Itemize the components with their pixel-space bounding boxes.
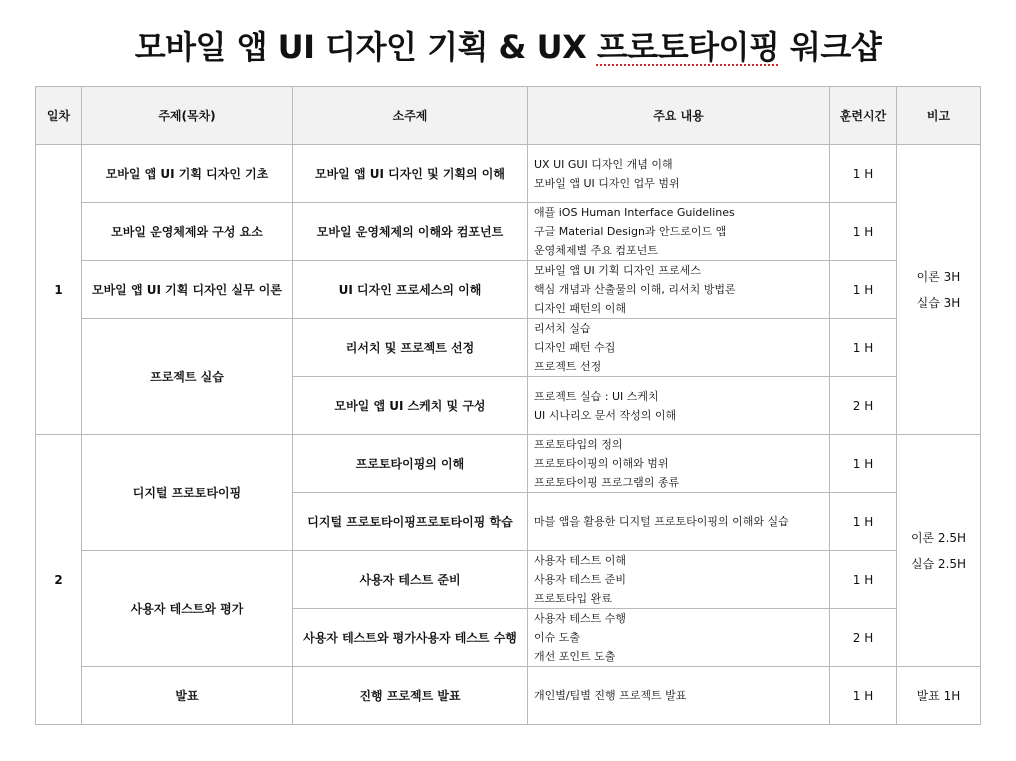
subtopic-cell: 사용자 테스트와 평가사용자 테스트 수행 xyxy=(293,609,528,667)
hours-cell: 1 H xyxy=(830,319,897,377)
subtopic-cell: 프로토타이핑의 이해 xyxy=(293,435,528,493)
content-line: 개선 포인트 도출 xyxy=(534,650,616,663)
content-line: 프로젝트 선정 xyxy=(534,360,602,373)
table-row xyxy=(36,261,981,319)
table-row xyxy=(36,435,981,493)
content-line: 프로토타이핑의 이해와 범위 xyxy=(534,457,669,470)
subtopic-cell: 진행 프로젝트 발표 xyxy=(293,667,528,725)
content-line: UX UI GUI 디자인 개념 이해 xyxy=(534,157,673,171)
topic-cell: 모바일 앱 UI 기획 디자인 실무 이론 xyxy=(82,261,293,319)
title-spellcheck-word: 프로토타이핑 xyxy=(596,28,780,66)
content-line: UI 시나리오 문서 작성의 이해 xyxy=(534,408,677,422)
topic-cell: 발표 xyxy=(82,667,293,725)
header-day: 일차 xyxy=(36,87,82,145)
note-line: 이론 3H xyxy=(916,269,961,284)
content-cell xyxy=(528,261,830,319)
content-line: 사용자 테스트 수행 xyxy=(534,612,627,625)
content-cell xyxy=(528,493,830,551)
header-note: 비고 xyxy=(897,87,981,145)
hours-cell: 1 H xyxy=(830,203,897,261)
subtopic-cell: 모바일 앱 UI 디자인 및 기획의 이해 xyxy=(293,145,528,203)
table-row xyxy=(36,551,981,609)
hours-cell: 2 H xyxy=(830,377,897,435)
content-cell xyxy=(528,377,830,435)
curriculum-table xyxy=(35,86,981,725)
content-cell xyxy=(528,667,830,725)
content-line: 개인별/팀별 진행 프로젝트 발표 xyxy=(534,689,687,702)
subtopic-cell: 리서치 및 프로젝트 선정 xyxy=(293,319,528,377)
note-cell xyxy=(897,145,981,435)
topic-cell: 디지털 프로토타이핑 xyxy=(82,435,293,551)
topic-cell: 프로젝트 실습 xyxy=(82,319,293,435)
topic-cell: 모바일 앱 UI 기획 디자인 기초 xyxy=(82,145,293,203)
content-line: 리서치 실습 xyxy=(534,322,591,335)
hours-cell: 1 H xyxy=(830,435,897,493)
note-line: 실습 3H xyxy=(916,295,961,310)
page-title xyxy=(0,22,1016,68)
content-line: 사용자 테스트 준비 xyxy=(534,573,627,586)
subtopic-cell: UI 디자인 프로세스의 이해 xyxy=(293,261,528,319)
content-cell xyxy=(528,319,830,377)
hours-cell: 1 H xyxy=(830,551,897,609)
content-line: 디자인 패턴 수집 xyxy=(534,341,616,354)
hours-cell: 2 H xyxy=(830,609,897,667)
subtopic-cell: 디지털 프로토타이핑프로토타이핑 학습 xyxy=(293,493,528,551)
content-line: 이슈 도출 xyxy=(534,631,581,644)
content-line: 모바일 앱 UI 기획 디자인 프로세스 xyxy=(534,264,701,277)
note-cell xyxy=(897,435,981,667)
header-subtopic: 소주제 xyxy=(293,87,528,145)
content-cell xyxy=(528,145,830,203)
day-cell: 2 xyxy=(36,435,82,725)
content-line: 구글 Material Design과 안드로이드 앱 xyxy=(534,225,727,238)
header-hours: 훈련시간 xyxy=(830,87,897,145)
content-line: 운영체제별 주요 컴포넌트 xyxy=(534,244,658,257)
title-suffix: 워크샵 xyxy=(779,28,882,66)
note-line: 실습 2.5H xyxy=(910,556,967,571)
content-cell xyxy=(528,609,830,667)
content-line: 디자인 패턴의 이해 xyxy=(534,302,627,315)
table-row xyxy=(36,203,981,261)
content-line: 핵심 개념과 산출물의 이해, 리서치 방법론 xyxy=(534,283,736,296)
topic-cell: 모바일 운영체제와 구성 요소 xyxy=(82,203,293,261)
content-line: 프로토타이핑 프로그램의 종류 xyxy=(534,476,680,489)
content-line: 프로토타입의 정의 xyxy=(534,438,623,451)
title-text: 모바일 앱 UI 디자인 기획 & UX xyxy=(134,28,597,66)
content-line: 애플 iOS Human Interface Guidelines xyxy=(534,206,735,219)
content-line: 사용자 테스트 이해 xyxy=(534,554,627,567)
day-cell: 1 xyxy=(36,145,82,435)
header-row xyxy=(36,87,981,145)
content-cell xyxy=(528,551,830,609)
hours-cell: 1 H xyxy=(830,667,897,725)
note-cell: 발표 1H xyxy=(897,667,981,725)
table-row xyxy=(36,145,981,203)
content-line: 프로젝트 실습 : UI 스케치 xyxy=(534,389,659,403)
content-line: 프로토타입 완료 xyxy=(534,592,612,605)
subtopic-cell: 사용자 테스트 준비 xyxy=(293,551,528,609)
content-line: 모바일 앱 UI 디자인 업무 범위 xyxy=(534,176,680,190)
header-content: 주요 내용 xyxy=(528,87,830,145)
subtopic-cell: 모바일 운영체제의 이해와 컴포넌트 xyxy=(293,203,528,261)
note-line: 이론 2.5H xyxy=(910,530,967,545)
header-topic: 주제(목차) xyxy=(82,87,293,145)
topic-cell: 사용자 테스트와 평가 xyxy=(82,551,293,667)
table-row xyxy=(36,667,981,725)
hours-cell: 1 H xyxy=(830,261,897,319)
hours-cell: 1 H xyxy=(830,145,897,203)
subtopic-cell: 모바일 앱 UI 스케치 및 구성 xyxy=(293,377,528,435)
hours-cell: 1 H xyxy=(830,493,897,551)
content-line: 마블 앱을 활용한 디지털 프로토타이핑의 이해와 실습 xyxy=(534,515,789,528)
content-cell xyxy=(528,435,830,493)
content-cell xyxy=(528,203,830,261)
table-row xyxy=(36,319,981,377)
